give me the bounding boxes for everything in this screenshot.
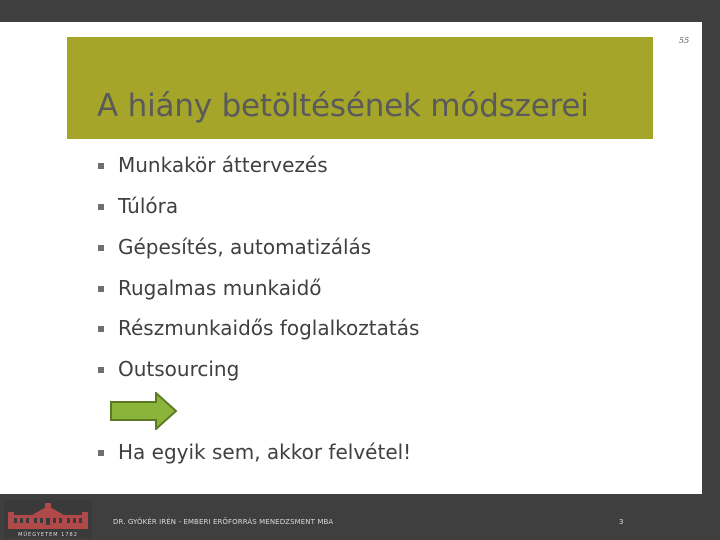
right-arrow-icon <box>110 392 178 430</box>
bullet-square-icon <box>98 450 104 456</box>
footer-page-number: 3 <box>619 518 624 526</box>
bullet-square-icon <box>98 326 104 332</box>
bullet-text: Gépesítés, automatizálás <box>118 235 372 259</box>
bullet-item <box>98 192 178 220</box>
logo-caption: MŰEGYETEM 1782 <box>18 532 78 538</box>
university-building-logo <box>4 500 92 538</box>
slide-title: A hiány betöltésének módszerei <box>97 88 589 124</box>
bullet-square-icon <box>98 286 104 292</box>
top-frame-band <box>0 0 720 22</box>
bullet-square-icon <box>98 163 104 169</box>
bullet-item <box>98 151 328 179</box>
university-building-icon <box>4 500 92 538</box>
bullet-text: Túlóra <box>118 194 179 218</box>
bullet-item <box>98 355 239 383</box>
bullet-square-icon <box>98 245 104 251</box>
bullet-item <box>98 233 371 261</box>
right-frame-band <box>702 0 720 540</box>
bullet-text: Munkakör áttervezés <box>118 153 328 177</box>
bullet-text: Részmunkaidős foglalkoztatás <box>118 316 420 340</box>
slide-page-number: 55 <box>679 36 690 45</box>
bullet-text: Rugalmas munkaidő <box>118 276 322 300</box>
bullet-item <box>98 274 322 302</box>
footer-author-text: DR. GYÖKÉR IRÉN - EMBERI ERŐFORRÁS MENEDZSMENT MBA <box>113 518 334 526</box>
bullet-square-icon <box>98 204 104 210</box>
bullet-square-icon <box>98 367 104 373</box>
footer-band <box>0 494 720 540</box>
bullet-item-conclusion <box>98 438 411 466</box>
bullet-text: Outsourcing <box>118 357 240 381</box>
conclusion-text: Ha egyik sem, akkor felvétel! <box>118 440 412 464</box>
bullet-item <box>98 314 419 342</box>
